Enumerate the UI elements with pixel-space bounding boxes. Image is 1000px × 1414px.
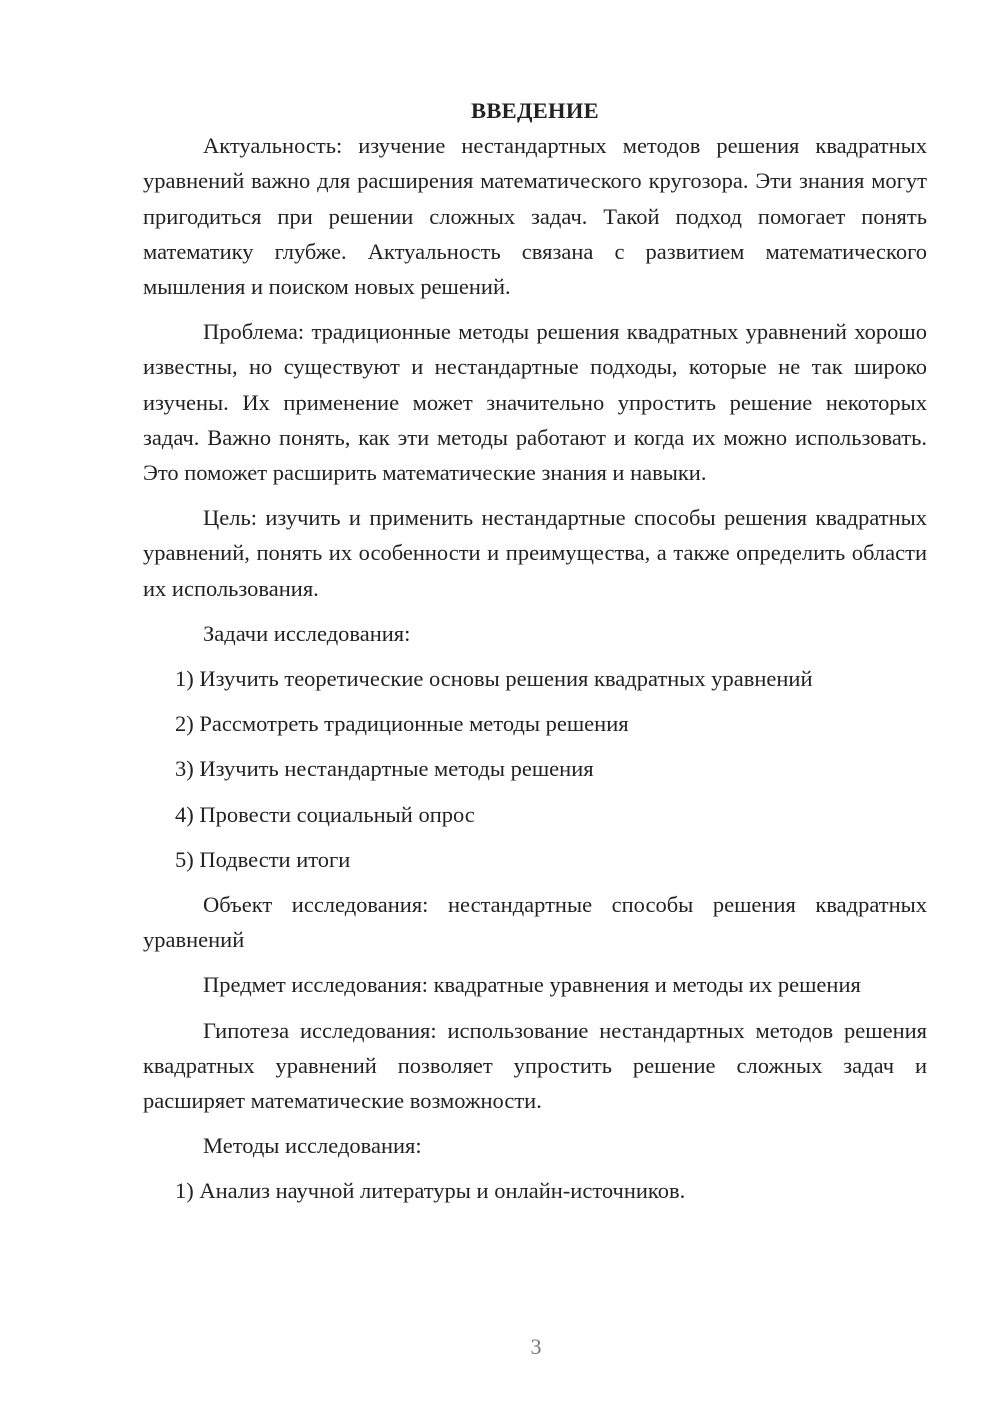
goal-paragraph: Цель: изучить и применить нестандартные способы решения квадратных уравнений, понять их особенности и преимущества, а также определить области их использования.: [143, 505, 927, 601]
task-item: 3) Изучить нестандартные методы решения: [175, 756, 594, 782]
page-content: [143, 93, 927, 1219]
subject-paragraph: Предмет исследования: квадратные уравнения и методы их решения: [203, 972, 861, 998]
methods-heading: Методы исследования:: [203, 1133, 422, 1159]
hypothesis-paragraph: Гипотеза исследования: использование нестандартных методов решения квадратных уравнений позволяет упростить решение сложных задач и расширяет математические возможности.: [143, 1017, 927, 1114]
page-title: ВВЕДЕНИЕ: [471, 98, 599, 123]
method-item: 1) Анализ научной литературы и онлайн-источников.: [175, 1178, 686, 1204]
task-item: 5) Подвести итоги: [175, 846, 351, 872]
tasks-heading: Задачи исследования:: [203, 620, 411, 646]
task-item: 1) Изучить теоретические основы решения квадратных уравнений: [175, 666, 813, 692]
methods-list: [143, 1173, 927, 1208]
object-paragraph: Объект исследования: нестандартные способы решения квадратных уравнений: [143, 892, 927, 953]
relevance-paragraph: Актуальность: изучение нестандартных методов решения квадратных уравнений важно для расширения математического кругозора. Эти знания могут пригодиться при решении сложных задач. Такой подход помогает понять математику глубже. Актуальность связана с развитием математического мышления и поиском новых решений.: [143, 133, 927, 300]
task-item: 2) Рассмотреть традиционные методы решения: [175, 711, 629, 737]
page-number: 3: [530, 1334, 542, 1359]
task-item: 4) Провести социальный опрос: [175, 801, 475, 827]
tasks-list: [143, 661, 927, 877]
problem-paragraph: Проблема: традиционные методы решения квадратных уравнений хорошо известны, но существуют и нестандартные подходы, которые не так широко изучены. Их применение может значительно упростить решение некоторых задач. Важно понять, как эти методы работают и когда их можно использовать. Это поможет расширить математические знания и навыки.: [143, 319, 927, 486]
